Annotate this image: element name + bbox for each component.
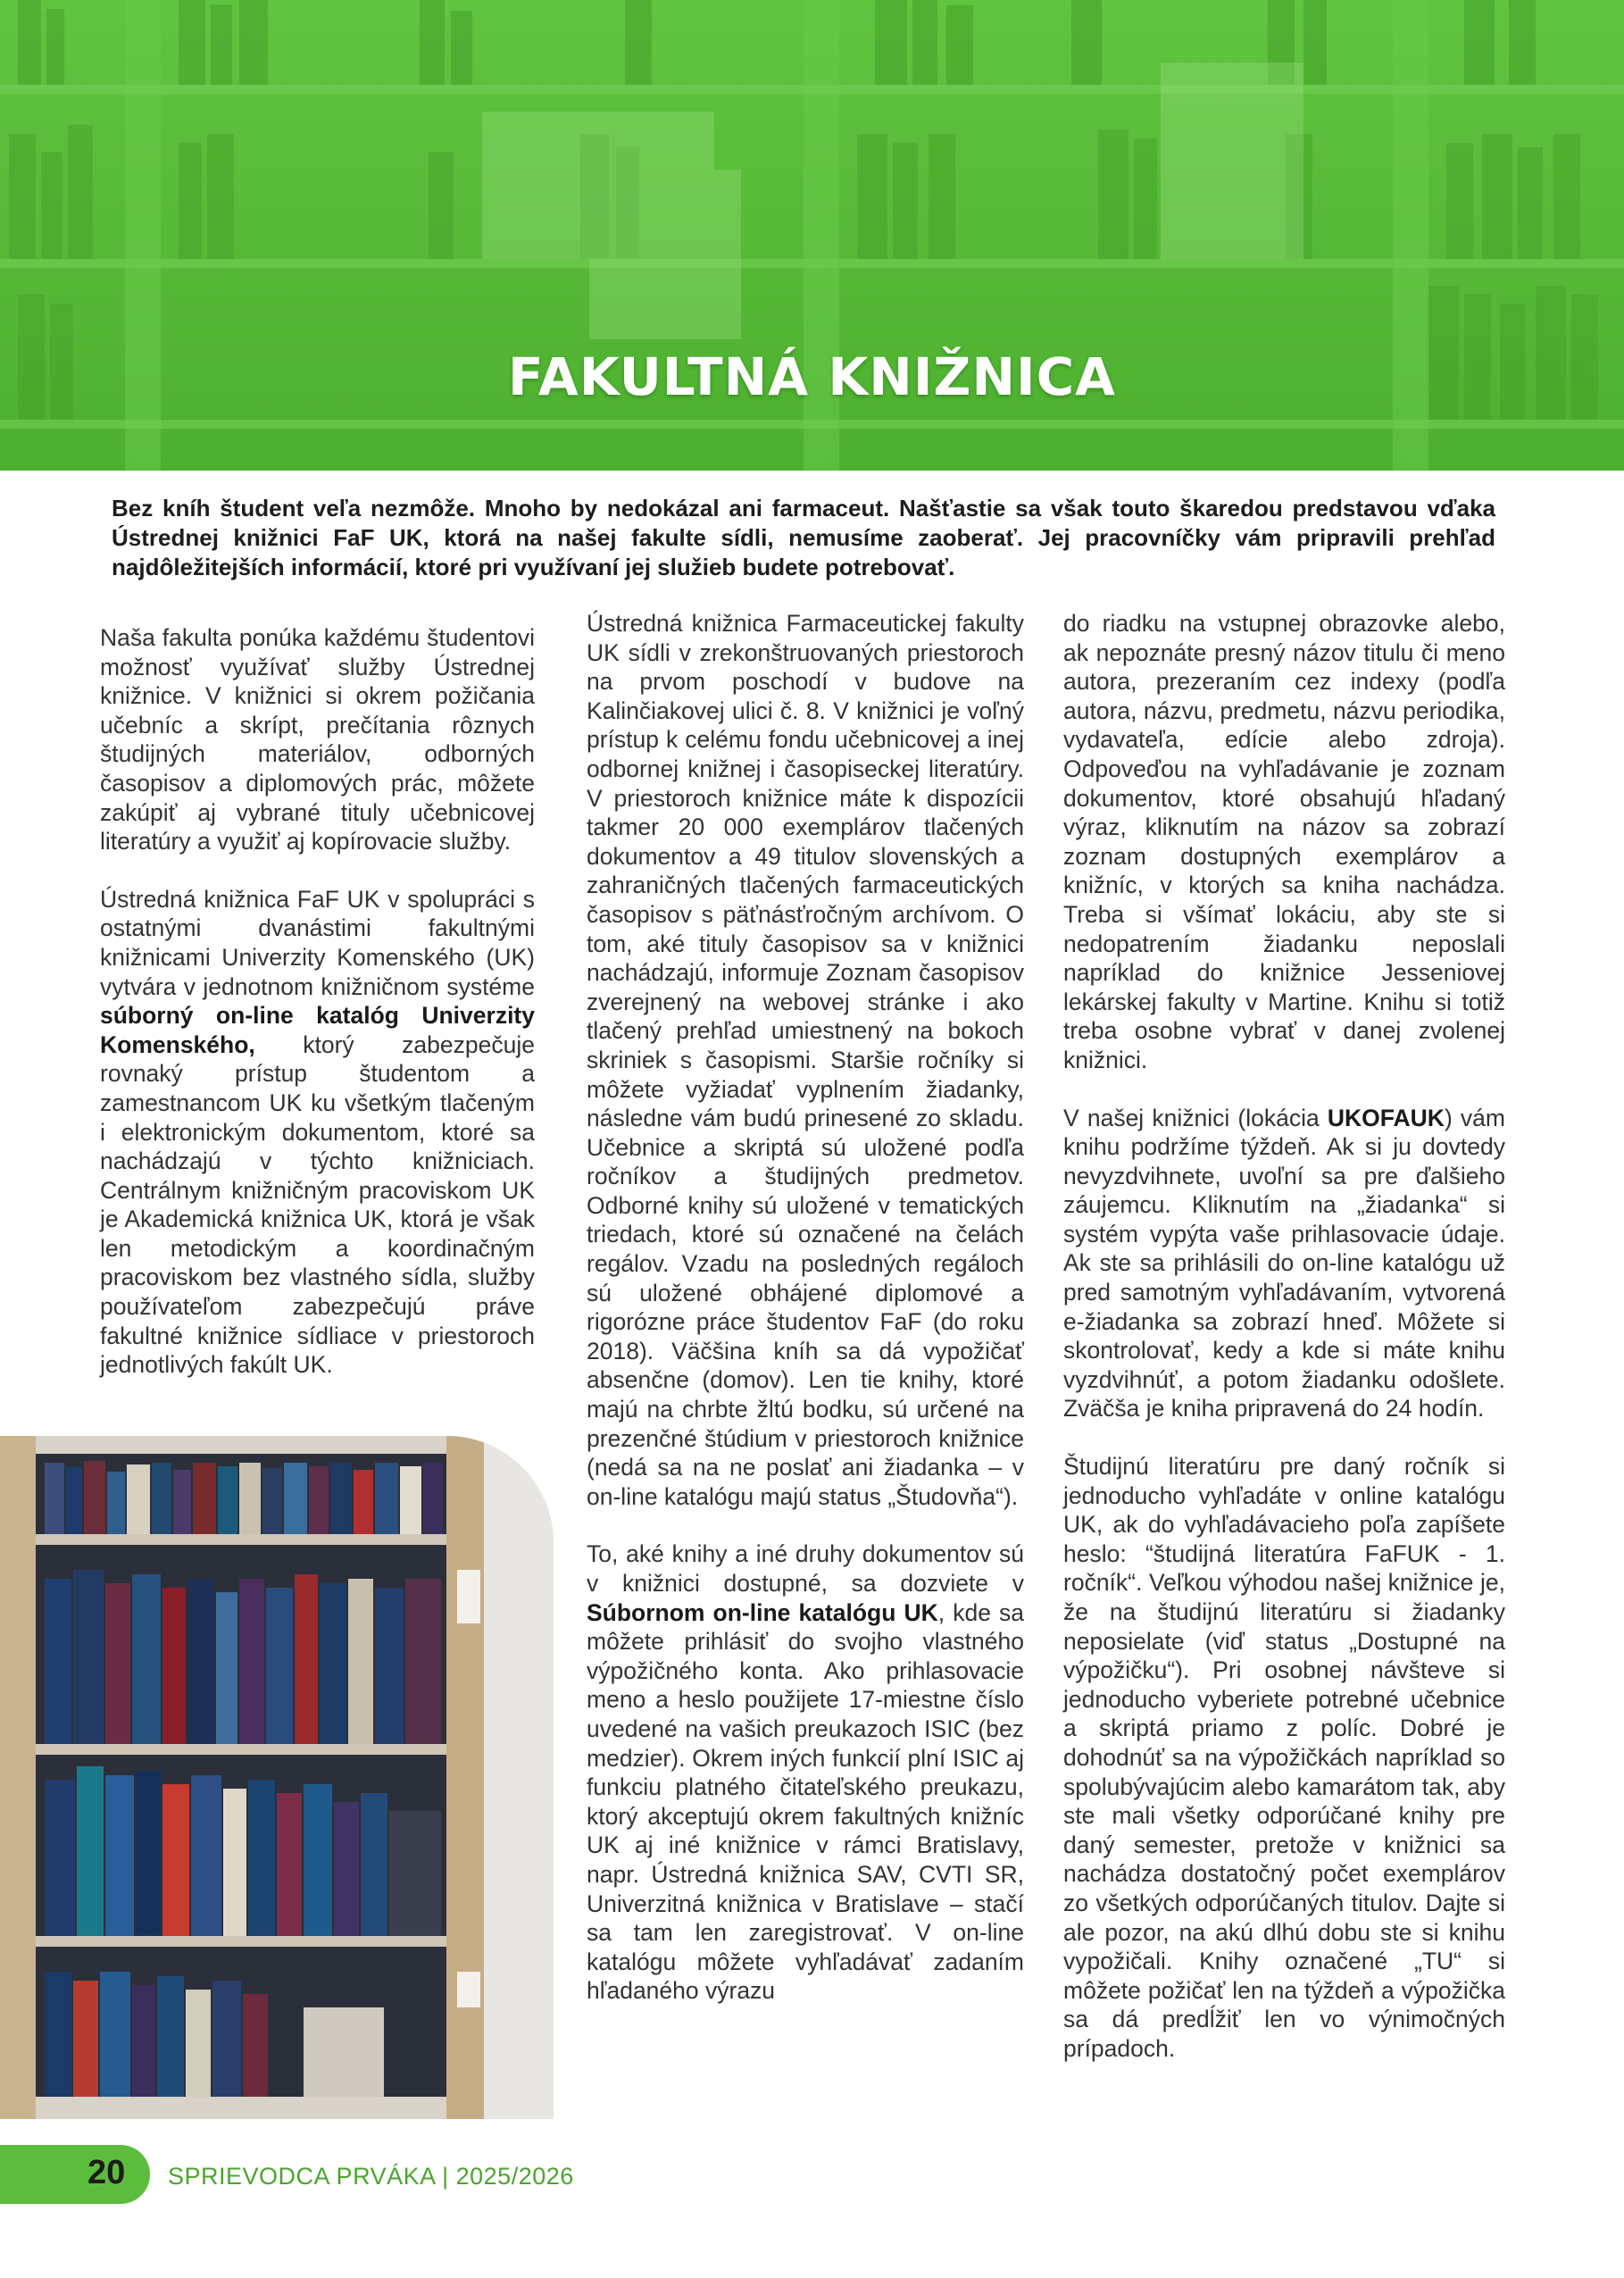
text-run: ktorý zabezpečuje rovnaký prístup študentom a zamestnancom UK ku všetkým tlačeným i elektronickým dokumentom, ktoré sa nachádzajú v týchto knižniciach. Centrálnym knižničným pracoviskom UK je Akademická knižnica UK, ktorá je však len metodickým a koordinačným pracoviskom bez vlastného sídla, služby používateľom zabezpečujú práve fakultné knižnice sídliace v priestoroch jednotlivých fakúlt UK. [100,1031,535,1379]
page-title: FAKULTNÁ KNIŽNICA [507,346,1117,407]
paragraph: do riadku na vstupnej obrazovke alebo, ak nepoznáte presný názov titulu či meno autora, prezeraním cez indexy (podľa autora, názvu, predmetu, názvu periodika, vydavateľa, edície alebo zdroja). Odpoveďou na vyhľadávanie je zoznam dokumentov, ktoré obsahujú hľadaný výraz, kliknutím na názov sa zobrazí zoznam dostupných exemplárov a knižníc, v ktorých sa kniha nachádza. Treba si všímať lokáciu, aby ste si nedopatrením žiadanku neposlali napríklad do knižnice Jesseniovej lekárskej fakulty v Martine. Knihu si totiž treba osobne vybrať v danej zvolenej knižnici. [1063,610,1505,1073]
paragraph: Študijnú literatúru pre daný ročník si jednoducho vyhľadáte v online katalógu UK, ak do vyhľadávacieho poľa zapíšete heslo: “študijná literatúra FaFUK - 1. ročník“. Veľkou výhodou našej knižnice je, že na študijnú literatúru si žiadanky neposielate (viď status „Dostupné na výpožičku“). Pri osobnej návšteve si jednoducho vyberiete potrebné učebnice a skriptá priamo z políc. Dobré je dohodnúť sa na výpožičkách napríklad so spolubývajúcim alebo kamarátom tak, aby ste mali všetky odporúčané knihy pre daný semester, pretože v knižnici sa nachádza dostatočný počet exemplárov zo všetkých odporúčaných titulov. Dajte si ale pozor, na akú dlhú dobu ste si knihu vypožičali. Knihy označené „TU“ si môžete požičať len na týždeň a výpožička sa dá predĺžiť len vo výnimočných prípadoch. [1063,1453,1505,2062]
page-number: 20 [87,2154,126,2191]
paragraph: Ústredná knižnica Farmaceutickej fakulty UK sídli v zrekonštruovaných priestoroch na prvom poschodí v budove na Kalinčiakovej ulici č. 8. V knižnici je voľný prístup k celému fondu učebnicovej a inej odbornej knižnej i časopiseckej literatúry. V priestoroch knižnice máte k dispozícii takmer 20 000 exemplárov tlačených dokumentov a 49 titulov slovenských a zahraničných tlačených farmaceutických časopisov s päťnásťročným archívom. O tom, aké tituly časopisov sa v knižnici nachádzajú, informuje Zoznam časopisov zverejnený na webovej stránke i ako tlačený prehľad umiestnený na bokoch skriniek s časopismi. Staršie ročníky si môžete vyžiadať vyplnením žiadanky, následne vám budú prinesené zo skladu. Učebnice a skriptá sú uložené podľa ročníkov a študijných predmetov. Odborné knihy sú uložené v tematických triedach, ktoré sú označené na čelách regálov. Vzadu na posledných regáloch sú uložené obhájené diplomové a rigorózne práce študentov FaF (do roku 2018). Väčšina kníh sa dá vypožičať absenčne (domov). Len tie knihy, ktoré majú na chrbte žltú bodku, sú určené na prezenčné štúdium v priestoroch knižnice (nedá sa na ne poslať ani žiadanka – v on-line katalógu majú status „Študovňa“). [587,610,1024,1510]
page-number-tab [0,2145,150,2204]
paragraph [1063,1104,1505,1424]
paragraph [587,1540,1024,2006]
text-run: , kde sa môžete prihlásiť do svojho vlastného výpožičného konta. Ako prihlasovacie meno a heslo použijete 17-miestne číslo uvedené na vašich preukazoch ISIC (bez medzier). Okrem iných funkcií plní ISIC aj funkciu platného čitateľského preukazu, ktorý akceptujú okrem fakultných knižníc UK aj iné knižnice v rámci Bratislavy, napr. Ústredná knižnica SAV, CVTI SR, Univerzitná knižnica v Bratislave – stačí sa tam len zaregistrovať. V on-line katalógu môžete vyhľadávať zadaním hľadaného výrazu [587,1598,1024,2005]
text-column-3 [1063,609,1505,2092]
text-run: V našej knižnici (lokácia [1063,1104,1328,1131]
bookshelf-illustration [0,1436,554,2119]
paragraph: Naša fakulta ponúka každému študentovi možnosť využívať služby Ústrednej knižnice. V knižnici si okrem požičania učebníc a skrípt, prečítania rôznych študijných materiálov, odborných časopisov a diplomových prác, môžete zakúpiť aj vybrané tituly učebnicovej literatúry a využiť aj kopírovacie služby. [100,624,535,855]
publication-title: SPRIEVODCA PRVÁKA | 2025/2026 [168,2163,574,2190]
bold-text: UKOFAUK [1327,1104,1445,1131]
text-run: ) vám knihu podržíme týždeň. Ak si ju dovtedy nevyzdvihnete, uvoľní sa pre ďalšieho záujemcu. Kliknutím na „žiadanka“ si systém vypýta vaše prihlasovacie údaje. Ak ste sa prihlásili do on-line katalógu už pred samotným vyhľadávaním, vytvorená e-žiadanka sa zobrazí hneď. Môžete si skontrolovať, kedy a kde si máte knihu vyzdvihnúť, a potom žiadanku odošlete. Zväčša je kniha pripravená do 24 hodín. [1063,1104,1505,1423]
library-photo [0,1436,554,2119]
text-column-2 [587,609,1024,2034]
intro-paragraph: Bez kníh študent veľa nezmôže. Mnoho by nedokázal ani farmaceut. Našťastie sa však touto škaredou predstavou vďaka Ústrednej knižnici FaF UK, ktorá na našej fakulte sídli, nemusíme zaoberať. Jej pracovníčky vám pripravili prehľad najdôležitejších informácií, ktoré pri využívaní jej služieb budete potrebovať. [112,495,1495,580]
text-column-1 [100,623,535,1408]
bold-text: súborný on-line katalóg Univerzity Komenského, [100,1002,535,1058]
text-run: Ústredná knižnica FaF UK v spolupráci s ostatnými dvanástimi fakultnými knižnicami Univerzity Komenského (UK) vytvára v jednotnom knižničnom systéme [100,885,535,1000]
paragraph [100,885,535,1380]
text-run: To, aké knihy a iné druhy dokumentov sú v knižnici dostupné, sa dozviete v [587,1540,1024,1597]
bold-text: Súbornom on-line katalógu UK [587,1598,938,1626]
header-banner [0,0,1624,471]
